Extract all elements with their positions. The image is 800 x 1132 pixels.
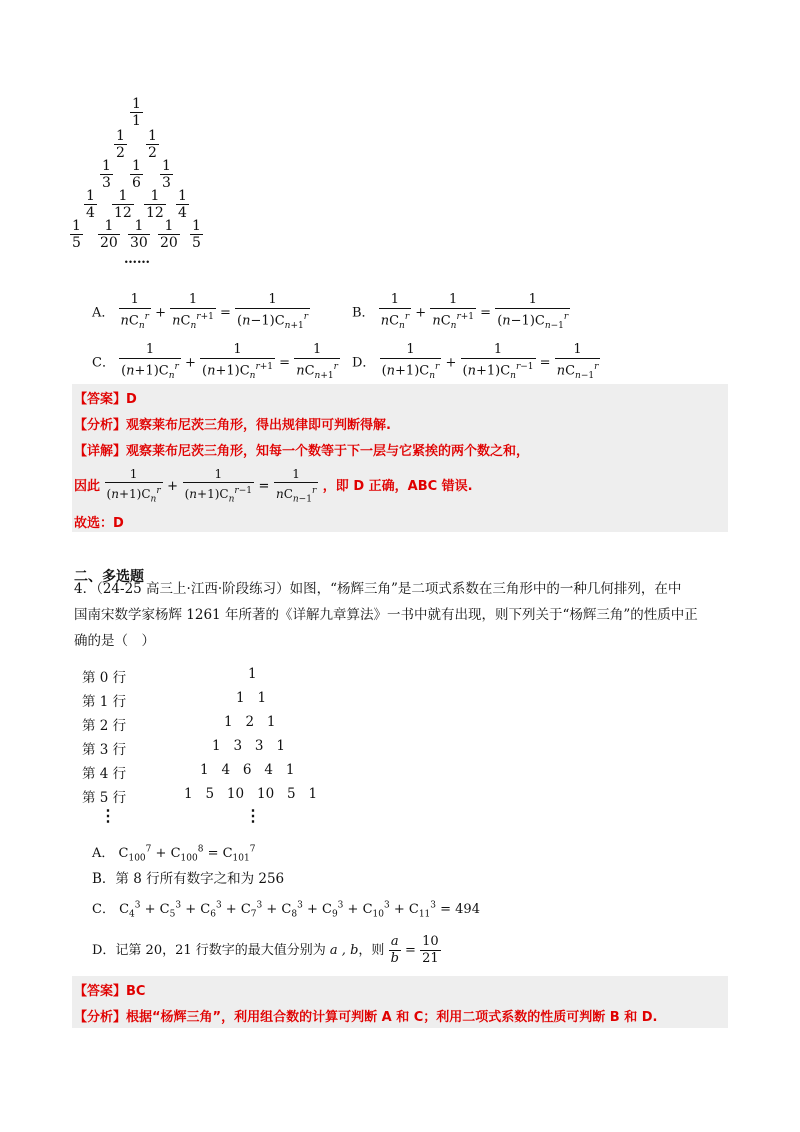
q4-option-c[interactable]: C． $C_4^3 + C_5^3 + C_6^3 + C_7^3 + C_8^3 + C_9^3 + C_{10}^3 + C_{11}^3 = 494$ bbox=[92, 900, 480, 920]
tri-cell: $\frac{1}{1}$ bbox=[132, 96, 141, 129]
section-title: 二、多选题 bbox=[74, 569, 144, 585]
q4-stem-line1: 4．（24-25 高三上·江西·阶段练习）如图，“杨辉三角”是二项式系数在三角形中的一种几何排列，在中 bbox=[74, 581, 682, 597]
q4-option-a[interactable]: A． $C_{100}^7 + C_{100}^8 = C_{101}^7$ bbox=[92, 844, 256, 864]
q4-answer-line: 【答案】BC bbox=[74, 984, 146, 999]
row-numbers: 1 1 bbox=[236, 690, 267, 706]
q4-analysis-line: 【分析】根据“杨辉三角”，利用组合数的计算可判断 A 和 C；利用二项式系数的性质可判断 B 和 D. bbox=[74, 1010, 658, 1025]
q3-option-c[interactable]: C． $\frac{1}{(n+1)C_n^r}$ + $\frac{1}{(n+1)C_n^{r+1}}$ = $\frac{1}{nC_{n+1}^r}$ bbox=[92, 342, 338, 381]
tri-cell: $\frac{1}{20}$ bbox=[160, 218, 178, 251]
tri-cell: $\frac{1}{6}$ bbox=[132, 158, 141, 191]
q3-option-d[interactable]: D． $\frac{1}{(n+1)C_n^r}$ + $\frac{1}{(n+1)C_n^{r-1}}$ = $\frac{1}{nC_{n-1}^r}$ bbox=[352, 342, 599, 381]
q3-option-a[interactable]: A． $\frac{1}{nC_n^r}$ + $\frac{1}{nC_n^{r+1}}$ = $\frac{1}{(n-1)C_{n+1}^r}$ bbox=[92, 292, 309, 331]
q3-option-b[interactable]: B． $\frac{1}{nC_n^r}$ + $\frac{1}{nC_n^{r+1}}$ = $\frac{1}{(n-1)C_{n-1}^r}$ bbox=[352, 292, 569, 331]
row-numbers: 1 2 1 bbox=[224, 714, 276, 730]
row-label: 第 3 行 bbox=[82, 742, 127, 758]
q3-analysis-line: 【分析】观察莱布尼茨三角形，得出规律即可判断得解. bbox=[74, 418, 391, 433]
vdots-left: ⋮ bbox=[100, 806, 116, 825]
tri-cell: $\frac{1}{5}$ bbox=[192, 218, 201, 251]
tri-cell: $\frac{1}{3}$ bbox=[102, 158, 111, 191]
row-label: 第 2 行 bbox=[82, 718, 127, 734]
tri-cell: $\frac{1}{3}$ bbox=[162, 158, 171, 191]
row-numbers: 1 bbox=[248, 666, 257, 682]
q4-stem-line3: 确的是（ ） bbox=[74, 633, 155, 649]
q4-option-d[interactable]: D．记第 20，21 行数字的最大值分别为 a , b，则 $\frac{a}{b}$ = $\frac{10}{21}$ bbox=[92, 934, 439, 966]
q3-therefore-line: 因此 $\frac{1}{(n+1)C_n^r}$ + $\frac{1}{(n+1)C_n^{r-1}}$ = $\frac{1}{nC_{n-1}^r}$ ，即 D 正确，ABC 错误. bbox=[74, 467, 473, 505]
q4-stem-line2: 国南宋数学家杨辉 1261 年所著的《详解九章算法》一书中就有出现，则下列关于“杨辉三角”的性质中正 bbox=[74, 607, 698, 623]
tri-cell: $\frac{1}{5}$ bbox=[72, 218, 81, 251]
row-label: 第 1 行 bbox=[82, 694, 127, 710]
q4-option-b[interactable]: B．第 8 行所有数字之和为 256 bbox=[92, 871, 285, 887]
vdots-right: ⋮ bbox=[245, 806, 261, 825]
row-numbers: 1 4 6 4 1 bbox=[200, 762, 295, 778]
row-label: 第 4 行 bbox=[82, 766, 127, 782]
tri-cell: $\frac{1}{20}$ bbox=[100, 218, 118, 251]
tri-cell: $\frac{1}{2}$ bbox=[116, 128, 125, 161]
row-numbers: 1 3 3 1 bbox=[212, 738, 285, 754]
row-numbers: 1 5 10 10 5 1 bbox=[184, 786, 318, 802]
tri-cell: $\frac{1}{12}$ bbox=[114, 188, 132, 221]
row-label: 第 0 行 bbox=[82, 670, 127, 686]
q3-choice-line: 故选：D bbox=[74, 516, 124, 531]
tri-ellipsis: …… bbox=[124, 252, 150, 267]
row-label: 第 5 行 bbox=[82, 790, 127, 806]
tri-cell: $\frac{1}{2}$ bbox=[148, 128, 157, 161]
tri-cell: $\frac{1}{4}$ bbox=[178, 188, 187, 221]
q3-detail-line: 【详解】观察莱布尼茨三角形，知每一个数等于下一层与它紧挨的两个数之和， bbox=[74, 444, 530, 459]
tri-cell: $\frac{1}{30}$ bbox=[130, 218, 148, 251]
tri-cell: $\frac{1}{12}$ bbox=[146, 188, 164, 221]
q3-answer-line: 【答案】D bbox=[74, 392, 137, 407]
tri-cell: $\frac{1}{4}$ bbox=[86, 188, 95, 221]
